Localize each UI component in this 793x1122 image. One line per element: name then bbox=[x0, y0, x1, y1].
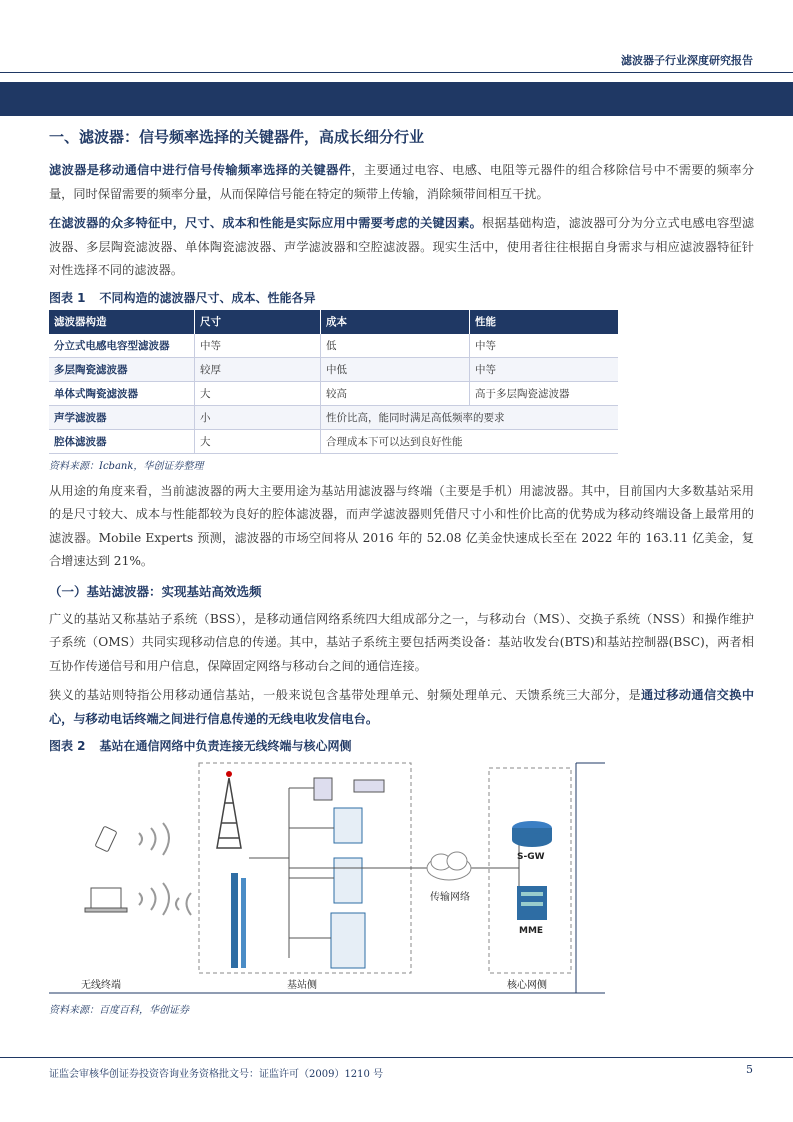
figure2-caption: 基站在通信网络中负责连接无线终端与核心网侧 bbox=[99, 739, 352, 753]
connection-lines bbox=[249, 788, 519, 958]
section2-p2-bold: 通过移动通信交换中心，与移动电话终端之间进行信息传递的无线电收发信电台。 bbox=[49, 688, 755, 726]
label-station: 基站侧 bbox=[287, 980, 317, 991]
label-transport: 传输网络 bbox=[430, 892, 470, 903]
header-title: 滤波器子行业深度研究报告 bbox=[621, 54, 753, 67]
table-header-cell: 尺寸 bbox=[195, 310, 321, 334]
cloud-icon bbox=[427, 852, 471, 880]
section2-paragraph-2 bbox=[49, 684, 754, 731]
table-cell: 分立式电感电容型滤波器 bbox=[49, 334, 195, 358]
table-cell: 大 bbox=[195, 381, 321, 405]
table-cell: 低 bbox=[321, 334, 470, 358]
laptop-icon bbox=[85, 888, 127, 912]
table-cell: 多层陶瓷滤波器 bbox=[49, 357, 195, 381]
table-row bbox=[49, 334, 618, 358]
router-icon bbox=[512, 821, 552, 847]
network-diagram-svg bbox=[49, 758, 609, 998]
label-terminal: 无线终端 bbox=[81, 980, 121, 991]
figure1-caption: 不同构造的滤波器尺寸、成本、性能各异 bbox=[99, 290, 316, 305]
cabinet-icon bbox=[331, 808, 365, 968]
table-cell: 高于多层陶瓷滤波器 bbox=[470, 381, 619, 405]
footer-rule bbox=[0, 1057, 793, 1058]
table-row bbox=[49, 429, 618, 453]
table-cell: 中等 bbox=[470, 357, 619, 381]
table-row bbox=[49, 381, 618, 405]
tower-icon bbox=[217, 771, 241, 848]
figure1-source: 资料来源：Icbank，华创证券整理 bbox=[49, 460, 204, 472]
table-cell: 小 bbox=[195, 405, 321, 429]
antenna-icon bbox=[231, 873, 246, 968]
section2-title: （一）基站滤波器：实现基站高效选频 bbox=[49, 583, 262, 599]
section1-paragraph-2 bbox=[49, 212, 754, 283]
table-cell: 较高 bbox=[321, 381, 470, 405]
phone-icon bbox=[95, 826, 117, 852]
table-header-row bbox=[49, 310, 618, 334]
filter-comparison-table bbox=[49, 310, 618, 454]
table-cell: 声学滤波器 bbox=[49, 405, 195, 429]
core-box bbox=[489, 768, 571, 973]
table-cell: 合理成本下可以达到良好性能 bbox=[321, 429, 619, 453]
radio-waves-icon bbox=[139, 823, 191, 915]
header-rule bbox=[0, 72, 793, 73]
page-content bbox=[49, 126, 754, 1024]
table-header-cell: 滤波器构造 bbox=[49, 310, 195, 334]
page-number: 5 bbox=[746, 1063, 753, 1076]
table-cell: 较厚 bbox=[195, 357, 321, 381]
table-header-cell: 性能 bbox=[470, 310, 619, 334]
table-cell: 中等 bbox=[470, 334, 619, 358]
table-cell: 单体式陶瓷滤波器 bbox=[49, 381, 195, 405]
server-unit-icon bbox=[314, 778, 384, 800]
section1-p2-rest: 根据基础构造，滤波器可分为分立式电感电容型滤波器、多层陶瓷滤波器、单体陶瓷滤波器、声学滤波器和空腔滤波器。现实生活中，使用者往往根据自身需求与相应滤波器特征针对性选择不同的滤波器。 bbox=[49, 216, 755, 277]
table-cell: 腔体滤波器 bbox=[49, 429, 195, 453]
section1-paragraph-1 bbox=[49, 159, 754, 206]
label-mme: MME bbox=[519, 926, 544, 936]
network-diagram bbox=[49, 758, 609, 998]
table-cell: 中等 bbox=[195, 334, 321, 358]
section1-title: 一、滤波器：信号频率选择的关键器件，高成长细分行业 bbox=[49, 128, 425, 146]
figure2-number: 图表 2 bbox=[49, 739, 86, 753]
footer-text: 证监会审核华创证券投资咨询业务资格批文号：证监许可（2009）1210 号 bbox=[49, 1069, 384, 1080]
table-cell: 大 bbox=[195, 429, 321, 453]
section2-p2-rest: 狭义的基站则特指公用移动通信基站，一般来说包含基带处理单元、射频处理单元、天馈系统三大部分，是 bbox=[49, 688, 642, 702]
section2-paragraph-1: 广义的基站又称基站子系统（BSS），是移动通信网络系统四大组成部分之一，与移动台（MS）、交换子系统（NSS）和操作维护子系统（OMS）共同实现移动信息的传递。其中，基站子系统主要包括两类设备：基站收发台(BTS)和基站控制器(BSC)，两者相互协作传递信号和用户信息，保障固定网络与移动台之间的通信连接。 bbox=[49, 611, 754, 673]
label-sgw: S-GW bbox=[517, 852, 545, 862]
section1-p2-bold: 在滤波器的众多特征中，尺寸、成本和性能是实际应用中需要考虑的关键因素。 bbox=[49, 216, 483, 230]
header-band bbox=[0, 82, 793, 116]
table-cell: 性价比高，能同时满足高低频率的要求 bbox=[321, 405, 619, 429]
paragraph-usage: 从用途的角度来看，当前滤波器的两大主要用途为基站用滤波器与终端（主要是手机）用滤波器。其中，目前国内大多数基站采用的是尺寸较大、成本与性能都较为良好的腔体滤波器，而声学滤波器则凭借尺寸小和性价比高的优势成为移动终端设备上最常用的滤波器。Mobile Experts 预测，滤波器的市场空间将从 2016 年的 52.08 亿美金快速成长至在 2022 年的 163.11 亿美金，复合增速达到 21%。 bbox=[49, 483, 754, 568]
table-header-cell: 成本 bbox=[321, 310, 470, 334]
figure1-title bbox=[49, 289, 754, 306]
figure2-title bbox=[49, 737, 754, 754]
section1-p1-bold: 滤波器是移动通信中进行信号传输频率选择的关键器件 bbox=[49, 163, 352, 177]
label-core: 核心网侧 bbox=[507, 980, 547, 991]
table-row bbox=[49, 405, 618, 429]
section1-p1-rest: ，主要通过电容、电感、电阻等元器件的组合移除信号中不需要的频率分量，同时保留需要的频率分量，从而保障信号能在特定的频带上传输，消除频带间相互干扰。 bbox=[49, 163, 755, 201]
table-cell: 中低 bbox=[321, 357, 470, 381]
figure1-number: 图表 1 bbox=[49, 290, 86, 305]
table-row bbox=[49, 357, 618, 381]
figure2-source: 资料来源：百度百科，华创证券 bbox=[49, 1005, 189, 1016]
server-icon bbox=[517, 886, 547, 920]
